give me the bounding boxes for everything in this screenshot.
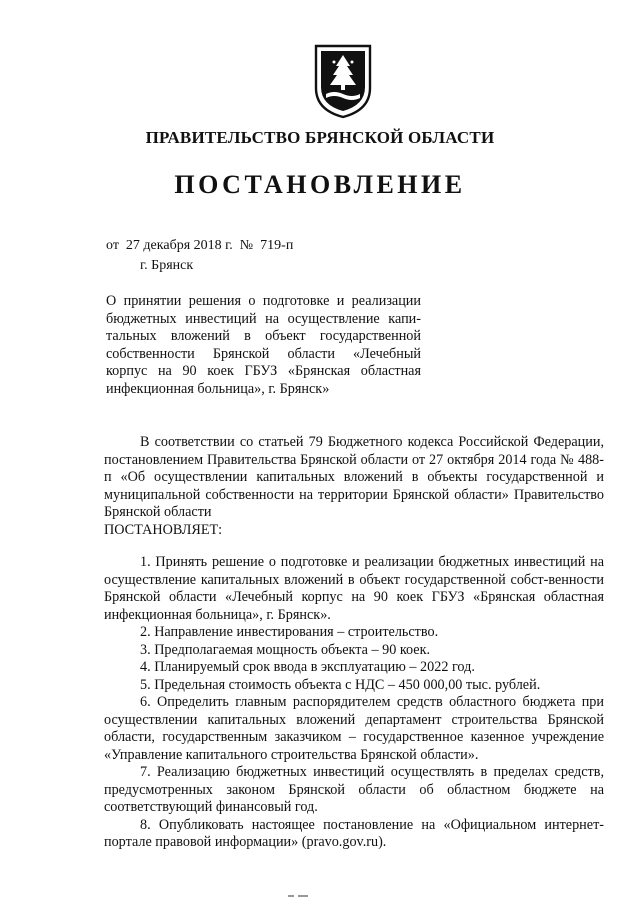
preamble-paragraph: В соответствии со статьей 79 Бюджетного кодекса Российской Федерации, постановлением Правительства Брянской области от 27 октября 2014 года № 488-п «Об осуществлении капитальных вложений в объекты государственной и муниципальной собственности на территории Брянской области» Правительство Брянской области: [104, 434, 604, 520]
scan-artifact-mark: [270, 893, 330, 899]
coat-of-arms-icon: [312, 42, 374, 120]
date-number-line: от 27 декабря 2018 г. № 719-п: [106, 238, 294, 253]
government-title: ПРАВИТЕЛЬСТВО БРЯНСКОЙ ОБЛАСТИ: [145, 128, 495, 147]
document-type-title: ПОСТАНОВЛЕНИЕ: [174, 170, 466, 199]
decree-item-7: 7. Реализацию бюджетных инвестиций осуществлять в пределах средств, предусмотренных законом Брянской области об областном бюджете на соответствующий финансовый год.: [104, 764, 604, 815]
decree-word: ПОСТАНОВЛЯЕТ:: [104, 521, 223, 538]
decree-item-2: 2. Направление инвестирования – строительство.: [140, 624, 439, 640]
decree-items: [104, 554, 604, 852]
decree-item-5: 5. Предельная стоимость объекта с НДС – 450 000,00 тыс. рублей.: [140, 676, 541, 693]
decree-item-3: 3. Предполагаемая мощность объекта – 90 коек.: [140, 641, 431, 658]
document-subject: О принятии решения о подготовке и реализации бюджетных инвестиций на осуществление капи-тальных вложений в объект государственной собственности Брянской области «Лечебный корпус на 90 коек ГБУЗ «Брянская областная инфекционная больница», г. Брянск»: [106, 293, 421, 397]
decree-item-1: 1. Принять решение о подготовке и реализации бюджетных инвестиций на осуществление капитальных вложений в объект государственной собст-венности Брянской области «Лечебный корпус на 90 коек ГБУЗ «Брянская областная инфекционная больница», г. Брянск».: [104, 554, 604, 623]
decree-item-8: 8. Опубликовать настоящее постановление на «Официальном интернет-портале правовой информации» (pravo.gov.ru).: [104, 816, 604, 850]
preamble-block: [104, 434, 604, 539]
decree-item-4: 4. Планируемый срок ввода в эксплуатацию – 2022 год.: [140, 659, 475, 675]
decree-item-6: 6. Определить главным распорядителем средств областного бюджета при осуществлении капитальных вложений департамент строительства Брянской области, государственным заказчиком – государственное казенное учреждение «Управление капитального строительства Брянской области».: [104, 694, 604, 763]
city-line: г. Брянск: [140, 258, 194, 273]
